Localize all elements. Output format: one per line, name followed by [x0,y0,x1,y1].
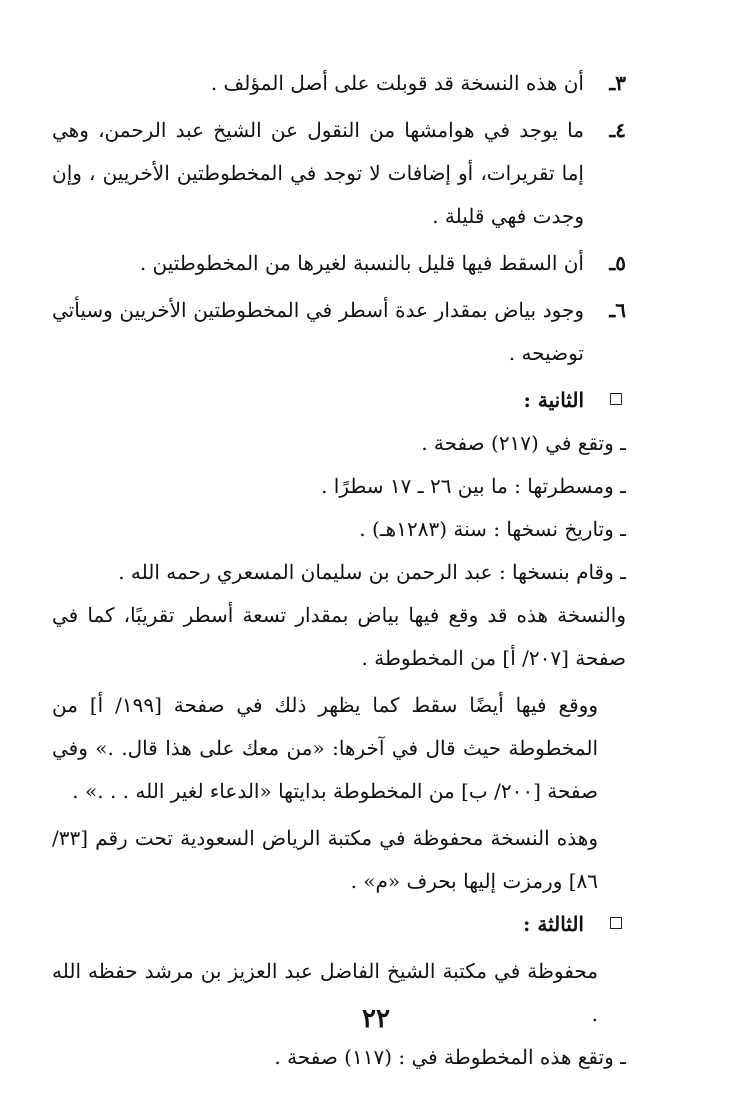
square-bullet-icon [610,393,622,405]
list-item [52,242,626,285]
paragraph: ووقع فيها أيضًا سقط كما يظهر ذلك في صفحة [١٩٩/ أ] من المخطوطة حيث قال في آخرها: «من معك على هذا قال. .» وفي صفحة [٢٠٠/ ب] من المخطوطة بدايتها «الدعاء لغير الله . . .» . [52,693,598,803]
square-bullet-icon [610,917,622,929]
detail-line: ـ وتقع في (٢١٧) صفحة . [421,431,626,455]
detail-line: ـ وتقع هذه المخطوطة في : (١١٧) صفحة . [274,1045,626,1069]
page-body [52,62,626,1079]
detail-line: ـ وتاريخ نسخها : سنة (١٢٨٣هـ) . [359,517,626,541]
list-item [52,289,626,375]
item-number: ٣ـ [609,71,626,95]
item-number: ٥ـ [609,251,626,275]
page-number: ٢٢ [362,1004,390,1034]
section-heading-third [52,903,626,946]
item-number: ٤ـ [609,118,626,142]
item-number: ٦ـ [609,298,626,322]
list-item [52,109,626,238]
item-text: ما يوجد في هوامشها من النقول عن الشيخ عبد الرحمن، وهي إما تقريرات، أو إضافات لا توجد في المخطوطتين الأخريين ، وإن وجدت فهي قليلة . [52,118,584,228]
detail-line: ـ ومسطرتها : ما بين ٢٦ ـ ١٧ سطرًا . [321,474,626,498]
item-text: أن هذه النسخة قد قوبلت على أصل المؤلف . [210,71,584,95]
heading-text: الثانية : [523,388,584,412]
paragraph: وهذه النسخة محفوظة في مكتبة الرياض السعودية تحت رقم [٣٣/ ٨٦] ورمزت إليها بحرف «م» . [52,826,598,893]
item-text: وجود بياض بمقدار عدة أسطر في المخطوطتين الأخريين وسيأتي توضيحه . [52,298,584,365]
list-item [52,62,626,105]
detail-line: ـ وقام بنسخها : عبد الرحمن بن سليمان المسعري رحمه الله . [118,560,626,584]
item-text: أن السقط فيها قليل بالنسبة لغيرها من المخطوطتين . [139,251,584,275]
section-heading-second [52,379,626,422]
paragraph: محفوظة في مكتبة الشيخ الفاضل عبد العزيز بن مرشد حفظه الله . [52,959,598,1026]
paragraph: والنسخة هذه قد وقع فيها بياض بمقدار تسعة أسطر تقريبًا، كما في صفحة [٢٠٧/ أ] من المخطوطة . [52,603,626,670]
heading-text: الثالثة : [523,912,584,936]
